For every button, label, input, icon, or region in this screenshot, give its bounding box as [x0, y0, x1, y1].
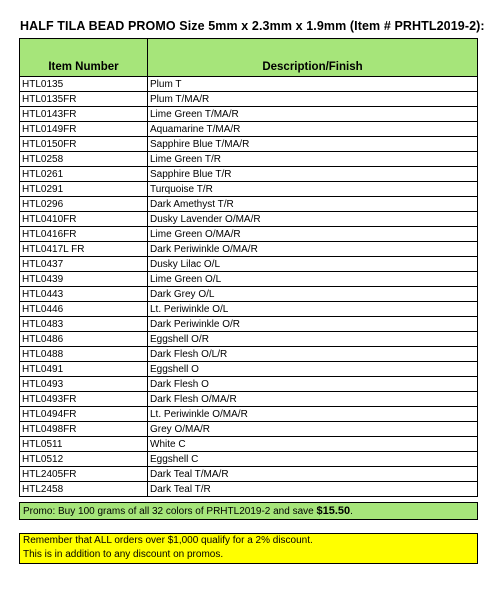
item-number-cell: HTL0443 — [20, 287, 148, 302]
description-cell: Turquoise T/R — [148, 182, 478, 197]
description-cell: Lime Green T/R — [148, 152, 478, 167]
table-row — [20, 242, 478, 257]
description-cell: Dark Flesh O/L/R — [148, 347, 478, 362]
table-row — [20, 197, 478, 212]
promo-banner — [19, 502, 478, 520]
item-number-cell: HTL0410FR — [20, 212, 148, 227]
notice-line-1: Remember that ALL orders over $1,000 qualify for a 2% discount. — [23, 535, 313, 546]
discount-notice — [19, 533, 478, 564]
item-number-cell: HTL0446 — [20, 302, 148, 317]
description-cell: Lime Green O/MA/R — [148, 227, 478, 242]
promo-text: Promo: Buy 100 grams of all 32 colors of PRHTL2019-2 and save — [23, 506, 317, 517]
table-row — [20, 482, 478, 497]
description-cell: Dark Periwinkle O/R — [148, 317, 478, 332]
description-cell: Dark Amethyst T/R — [148, 197, 478, 212]
item-number-cell: HTL0437 — [20, 257, 148, 272]
promo-suffix: . — [350, 506, 353, 517]
description-cell: Dark Periwinkle O/MA/R — [148, 242, 478, 257]
table-row — [20, 137, 478, 152]
description-cell: Dark Flesh O — [148, 377, 478, 392]
promo-price: $15.50 — [316, 505, 351, 517]
table-row — [20, 347, 478, 362]
table-body — [20, 77, 478, 497]
table-row — [20, 362, 478, 377]
description-cell: Plum T — [148, 77, 478, 92]
table-row — [20, 212, 478, 227]
table-row — [20, 152, 478, 167]
page-title: HALF TILA BEAD PROMO Size 5mm x 2.3mm x 1.9mm (Item # PRHTL2019-2): — [20, 19, 485, 33]
description-cell: White C — [148, 437, 478, 452]
table-row — [20, 122, 478, 137]
description-cell: Dark Flesh O/MA/R — [148, 392, 478, 407]
table-row — [20, 167, 478, 182]
item-number-cell: HTL0261 — [20, 167, 148, 182]
item-number-cell: HTL0498FR — [20, 422, 148, 437]
item-number-cell: HTL2405FR — [20, 467, 148, 482]
item-number-cell: HTL0143FR — [20, 107, 148, 122]
table-row — [20, 392, 478, 407]
description-cell: Lime Green T/MA/R — [148, 107, 478, 122]
table-row — [20, 437, 478, 452]
table-row — [20, 92, 478, 107]
item-number-cell: HTL0494FR — [20, 407, 148, 422]
description-cell: Dark Grey O/L — [148, 287, 478, 302]
item-number-cell: HTL0488 — [20, 347, 148, 362]
description-cell: Sapphire Blue T/R — [148, 167, 478, 182]
item-number-cell: HTL0135FR — [20, 92, 148, 107]
item-number-cell: HTL0491 — [20, 362, 148, 377]
description-cell: Dusky Lavender O/MA/R — [148, 212, 478, 227]
description-cell: Sapphire Blue T/MA/R — [148, 137, 478, 152]
table-row — [20, 302, 478, 317]
description-cell: Grey O/MA/R — [148, 422, 478, 437]
table-row — [20, 287, 478, 302]
table-row — [20, 407, 478, 422]
item-number-cell: HTL0439 — [20, 272, 148, 287]
table-row — [20, 272, 478, 287]
description-cell: Dusky Lilac O/L — [148, 257, 478, 272]
table-row — [20, 182, 478, 197]
description-cell: Eggshell O — [148, 362, 478, 377]
description-cell: Eggshell O/R — [148, 332, 478, 347]
description-cell: Eggshell C — [148, 452, 478, 467]
description-header: Description/Finish — [148, 39, 478, 77]
table-row — [20, 422, 478, 437]
item-number-cell: HTL0149FR — [20, 122, 148, 137]
item-number-cell: HTL0417L FR — [20, 242, 148, 257]
table-row — [20, 332, 478, 347]
description-cell: Lt. Periwinkle O/L — [148, 302, 478, 317]
item-number-cell: HTL0493FR — [20, 392, 148, 407]
item-number-header: Item Number — [20, 39, 148, 77]
item-number-cell: HTL0511 — [20, 437, 148, 452]
table-row — [20, 467, 478, 482]
table-header-row — [20, 39, 478, 77]
notice-line-2: This is in addition to any discount on promos. — [23, 549, 224, 560]
item-number-cell: HTL0512 — [20, 452, 148, 467]
item-number-cell: HTL0416FR — [20, 227, 148, 242]
table-row — [20, 77, 478, 92]
item-number-cell: HTL2458 — [20, 482, 148, 497]
table-row — [20, 107, 478, 122]
description-cell: Dark Teal T/R — [148, 482, 478, 497]
description-cell: Aquamarine T/MA/R — [148, 122, 478, 137]
item-number-cell: HTL0258 — [20, 152, 148, 167]
description-cell: Lt. Periwinkle O/MA/R — [148, 407, 478, 422]
product-table — [19, 38, 478, 497]
item-number-cell: HTL0291 — [20, 182, 148, 197]
item-number-cell: HTL0483 — [20, 317, 148, 332]
item-number-cell: HTL0296 — [20, 197, 148, 212]
table-row — [20, 452, 478, 467]
item-number-cell: HTL0150FR — [20, 137, 148, 152]
description-cell: Dark Teal T/MA/R — [148, 467, 478, 482]
item-number-cell: HTL0493 — [20, 377, 148, 392]
table-row — [20, 227, 478, 242]
table-row — [20, 317, 478, 332]
description-cell: Plum T/MA/R — [148, 92, 478, 107]
table-row — [20, 377, 478, 392]
item-number-cell: HTL0486 — [20, 332, 148, 347]
description-cell: Lime Green O/L — [148, 272, 478, 287]
item-number-cell: HTL0135 — [20, 77, 148, 92]
table-row — [20, 257, 478, 272]
